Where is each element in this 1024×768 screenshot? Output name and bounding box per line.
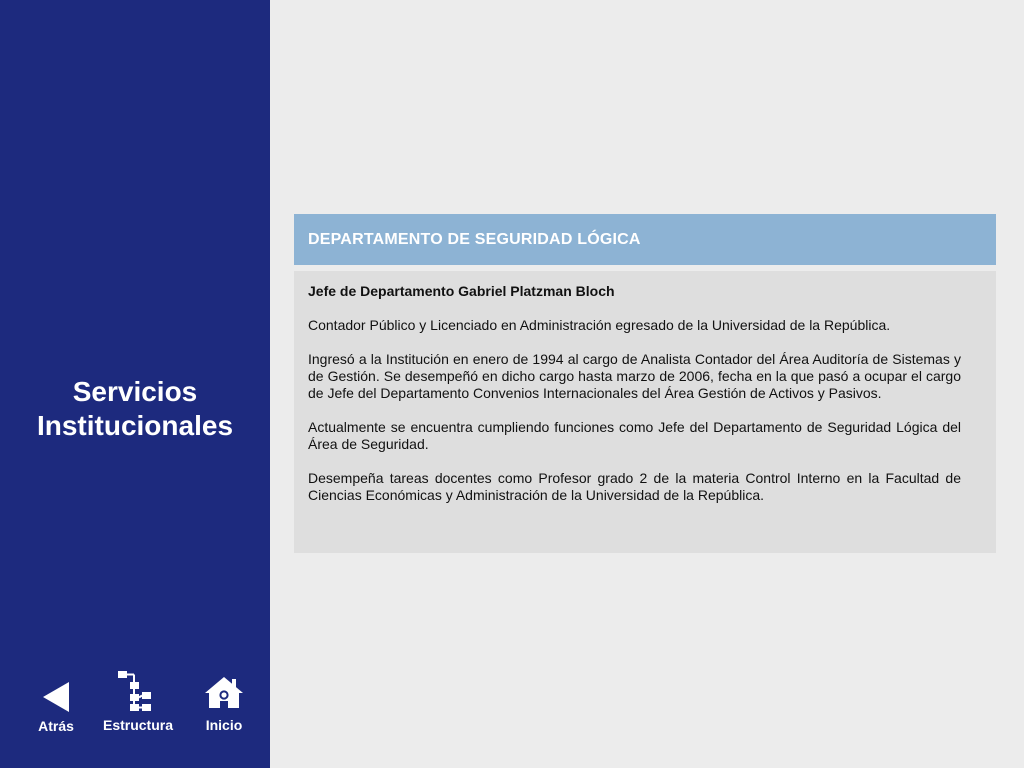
back-arrow-icon bbox=[30, 668, 82, 716]
section-title: DEPARTAMENTO DE SEGURIDAD LÓGICA bbox=[308, 230, 641, 248]
sidebar-title-line2: Institucionales bbox=[36, 410, 234, 441]
back-button[interactable] bbox=[30, 668, 82, 738]
content-panel bbox=[294, 271, 996, 553]
paragraph-current-role: Actualmente se encuentra cumpliendo funciones como Jefe del Departamento de Seguridad Lógica del Área de Seguridad. bbox=[308, 419, 961, 452]
home-label: Inicio bbox=[205, 717, 243, 733]
sidebar-title bbox=[0, 375, 270, 443]
sidebar-title-line1: Servicios bbox=[72, 376, 198, 407]
home-button[interactable] bbox=[196, 668, 252, 738]
sidebar bbox=[0, 0, 270, 768]
back-label: Atrás bbox=[38, 718, 74, 734]
structure-button[interactable] bbox=[98, 668, 178, 738]
structure-label: Estructura bbox=[102, 717, 174, 733]
paragraph-education: Contador Público y Licenciado en Administración egresado de la Universidad de la República. bbox=[308, 317, 891, 333]
home-icon bbox=[196, 668, 252, 716]
paragraph-career: Ingresó a la Institución en enero de 1994 al cargo de Analista Contador del Área Auditoría de Sistemas y de Gestión. Se desempeñó en dicho cargo hasta marzo de 2006, fecha en la que pasó a ocupar el cargo de Jefe del Departamento Convenios Internacionales del Área Gestión de Activos y Pasivos. bbox=[308, 351, 961, 401]
person-name: Jefe de Departamento Gabriel Platzman Bloch bbox=[308, 283, 615, 299]
org-chart-icon bbox=[98, 668, 178, 716]
section-header bbox=[294, 214, 996, 265]
paragraph-teaching: Desempeña tareas docentes como Profesor grado 2 de la materia Control Interno en la Facultad de Ciencias Económicas y Administración de la Universidad de la República. bbox=[308, 470, 961, 503]
